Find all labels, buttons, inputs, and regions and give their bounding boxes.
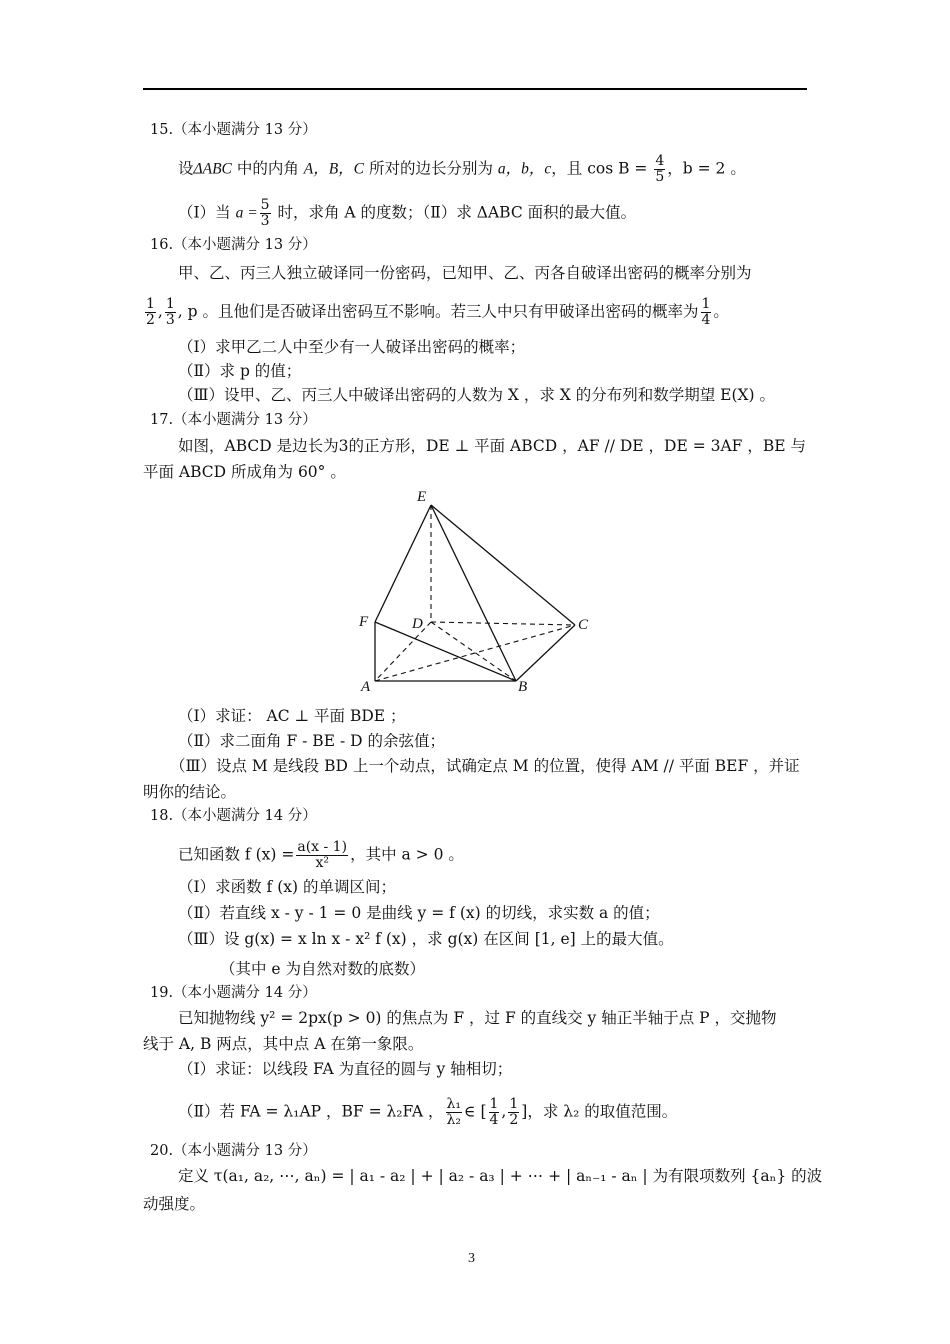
q16-stem-line1: 甲、乙、丙三人独立破译同一份密码，已知甲、乙、丙各自破译出密码的概率分别为 (178, 264, 752, 282)
edge-DB (431, 622, 516, 681)
q16-stem-line2: $\frac{1}{2}$ , $\frac{1}{3}$ , p 。且他们是否破译出密码互不影响。若三人中只有甲破译出密码的概率为 $\frac{1}{4}$ 。 (146, 296, 729, 328)
q19-stem-line1: 已知抛物线 y² = 2px(p > 0) 的焦点为 F ，过 F 的直线交 y 轴正半轴于点 P ，交抛物 (178, 1009, 777, 1027)
q19-part1: （Ⅰ）求证：以线段 FA 为直径的圆与 y 轴相切； (178, 1060, 513, 1078)
label-F: F (359, 614, 369, 630)
q19-part2: （Ⅱ）若 FA = λ₁AP ，BF = λ₂FA ， $\frac{\text{λ₁}}{\text{λ₂}}$ ∈ [ $\frac{1}{4}$ , $\frac{1}{2}$ ]，求 λ₂ 的取值范围。 (178, 1096, 678, 1128)
q19-stem-line2: 线于 A, B 两点，其中点 A 在第一象限。 (143, 1035, 424, 1053)
q18-part3: （Ⅲ）设 g(x) = x ln x - x² f (x) ，求 g(x) 在区间 [1, e] 上的最大值。 (178, 930, 674, 948)
edge-EF (375, 505, 431, 622)
label-A: A (361, 679, 371, 695)
q18-part2: （Ⅱ）若直线 x - y - 1 = 0 是曲线 y = f (x) 的切线，求实数 a 的值； (178, 904, 660, 922)
q17-part3-line1: （Ⅲ）设点 M 是线段 BD 上一个动点，试确定点 M 的位置，使得 AM // 平面 BEF ，并证 (170, 757, 800, 775)
header-rule (143, 88, 807, 90)
q15-stem: 设ΔABC 中的内角 A，B，C 所对的边长分别为 a，b，c，且 cos B = $\frac{4}{5}$ ，b = 2 。 (178, 153, 746, 185)
q18-note: （其中 e 为自然对数的底数） (220, 960, 426, 978)
edge-BC (516, 625, 575, 681)
q16-part3: （Ⅲ）设甲、乙、丙三人中破译出密码的人数为 X ，求 X 的分布列和数学期望 E(X) 。 (178, 386, 776, 404)
prob-third: $\frac{1}{3}$ (165, 296, 175, 328)
q20-stem-line2: 动强度。 (143, 1195, 206, 1213)
range-high: $\frac{1}{2}$ (509, 1096, 519, 1128)
cos-b-fraction: $\frac{4}{5}$ (655, 153, 665, 185)
pyramid-figure (355, 485, 595, 700)
label-C: C (578, 617, 589, 633)
page-number: 3 (468, 1251, 475, 1266)
edge-EC (431, 505, 575, 625)
q18-stem: 已知函数 f (x) = $\frac{a(x - 1)}{\text{x²}}$ ，其中 a > 0 。 (178, 839, 464, 871)
edge-FB (375, 622, 516, 681)
lambda-ratio: $\frac{\text{λ₁}}{\text{λ₂}}$ (446, 1096, 462, 1128)
a-fraction: $\frac{5}{3}$ (260, 197, 270, 229)
edge-EB (431, 505, 516, 681)
range-low: $\frac{1}{4}$ (489, 1096, 499, 1128)
q17-stem-line2: 平面 ABCD 所成角为 60° 。 (143, 463, 346, 481)
q17-header: 17.（本小题满分 13 分） (150, 412, 317, 428)
q17-stem-line1: 如图，ABCD 是边长为3的正方形，DE ⊥ 平面 ABCD ，AF // DE ，DE = 3AF ，BE 与 (178, 437, 807, 455)
q18-part1: （Ⅰ）求函数 f (x) 的单调区间； (178, 878, 396, 896)
q17-part1: （Ⅰ）求证： AC ⊥ 平面 BDE ； (178, 707, 406, 725)
label-B: B (518, 679, 528, 695)
q16-part1: （Ⅰ）求甲乙二人中至少有一人破译出密码的概率； (178, 338, 526, 356)
q18-header: 18.（本小题满分 14 分） (150, 808, 317, 824)
q20-stem-line1: 定义 τ(a₁, a₂, ⋯, aₙ) = | a₁ - a₂ | + | a₂ - a₃ | + ⋯ + | aₙ₋₁ - aₙ | 为有限项数列 {aₙ} 的波 (178, 1167, 823, 1185)
q16-header: 16.（本小题满分 13 分） (150, 237, 317, 253)
q19-header: 19.（本小题满分 14 分） (150, 985, 317, 1001)
q17-part2: （Ⅱ）求二面角 F - BE - D 的余弦值； (178, 732, 445, 750)
q16-part2: （Ⅱ）求 p 的值； (178, 362, 302, 380)
q15-part1: （Ⅰ）当 a = $\frac{5}{3}$ 时，求角 A 的度数；（Ⅱ）求 ΔABC 面积的最大值。 (178, 197, 637, 229)
prob-half: $\frac{1}{2}$ (146, 296, 155, 328)
label-D: D (412, 616, 423, 632)
prob-quarter: $\frac{1}{4}$ (701, 296, 711, 328)
edge-DC (431, 622, 575, 625)
f-fraction: $\frac{a(x - 1)}{\text{x²}}$ (297, 839, 348, 871)
q17-part3-line2: 明你的结论。 (143, 783, 237, 801)
label-E: E (417, 489, 427, 505)
q15-header: 15.（本小题满分 13 分） (150, 122, 317, 138)
q20-header: 20.（本小题满分 13 分） (150, 1143, 317, 1159)
